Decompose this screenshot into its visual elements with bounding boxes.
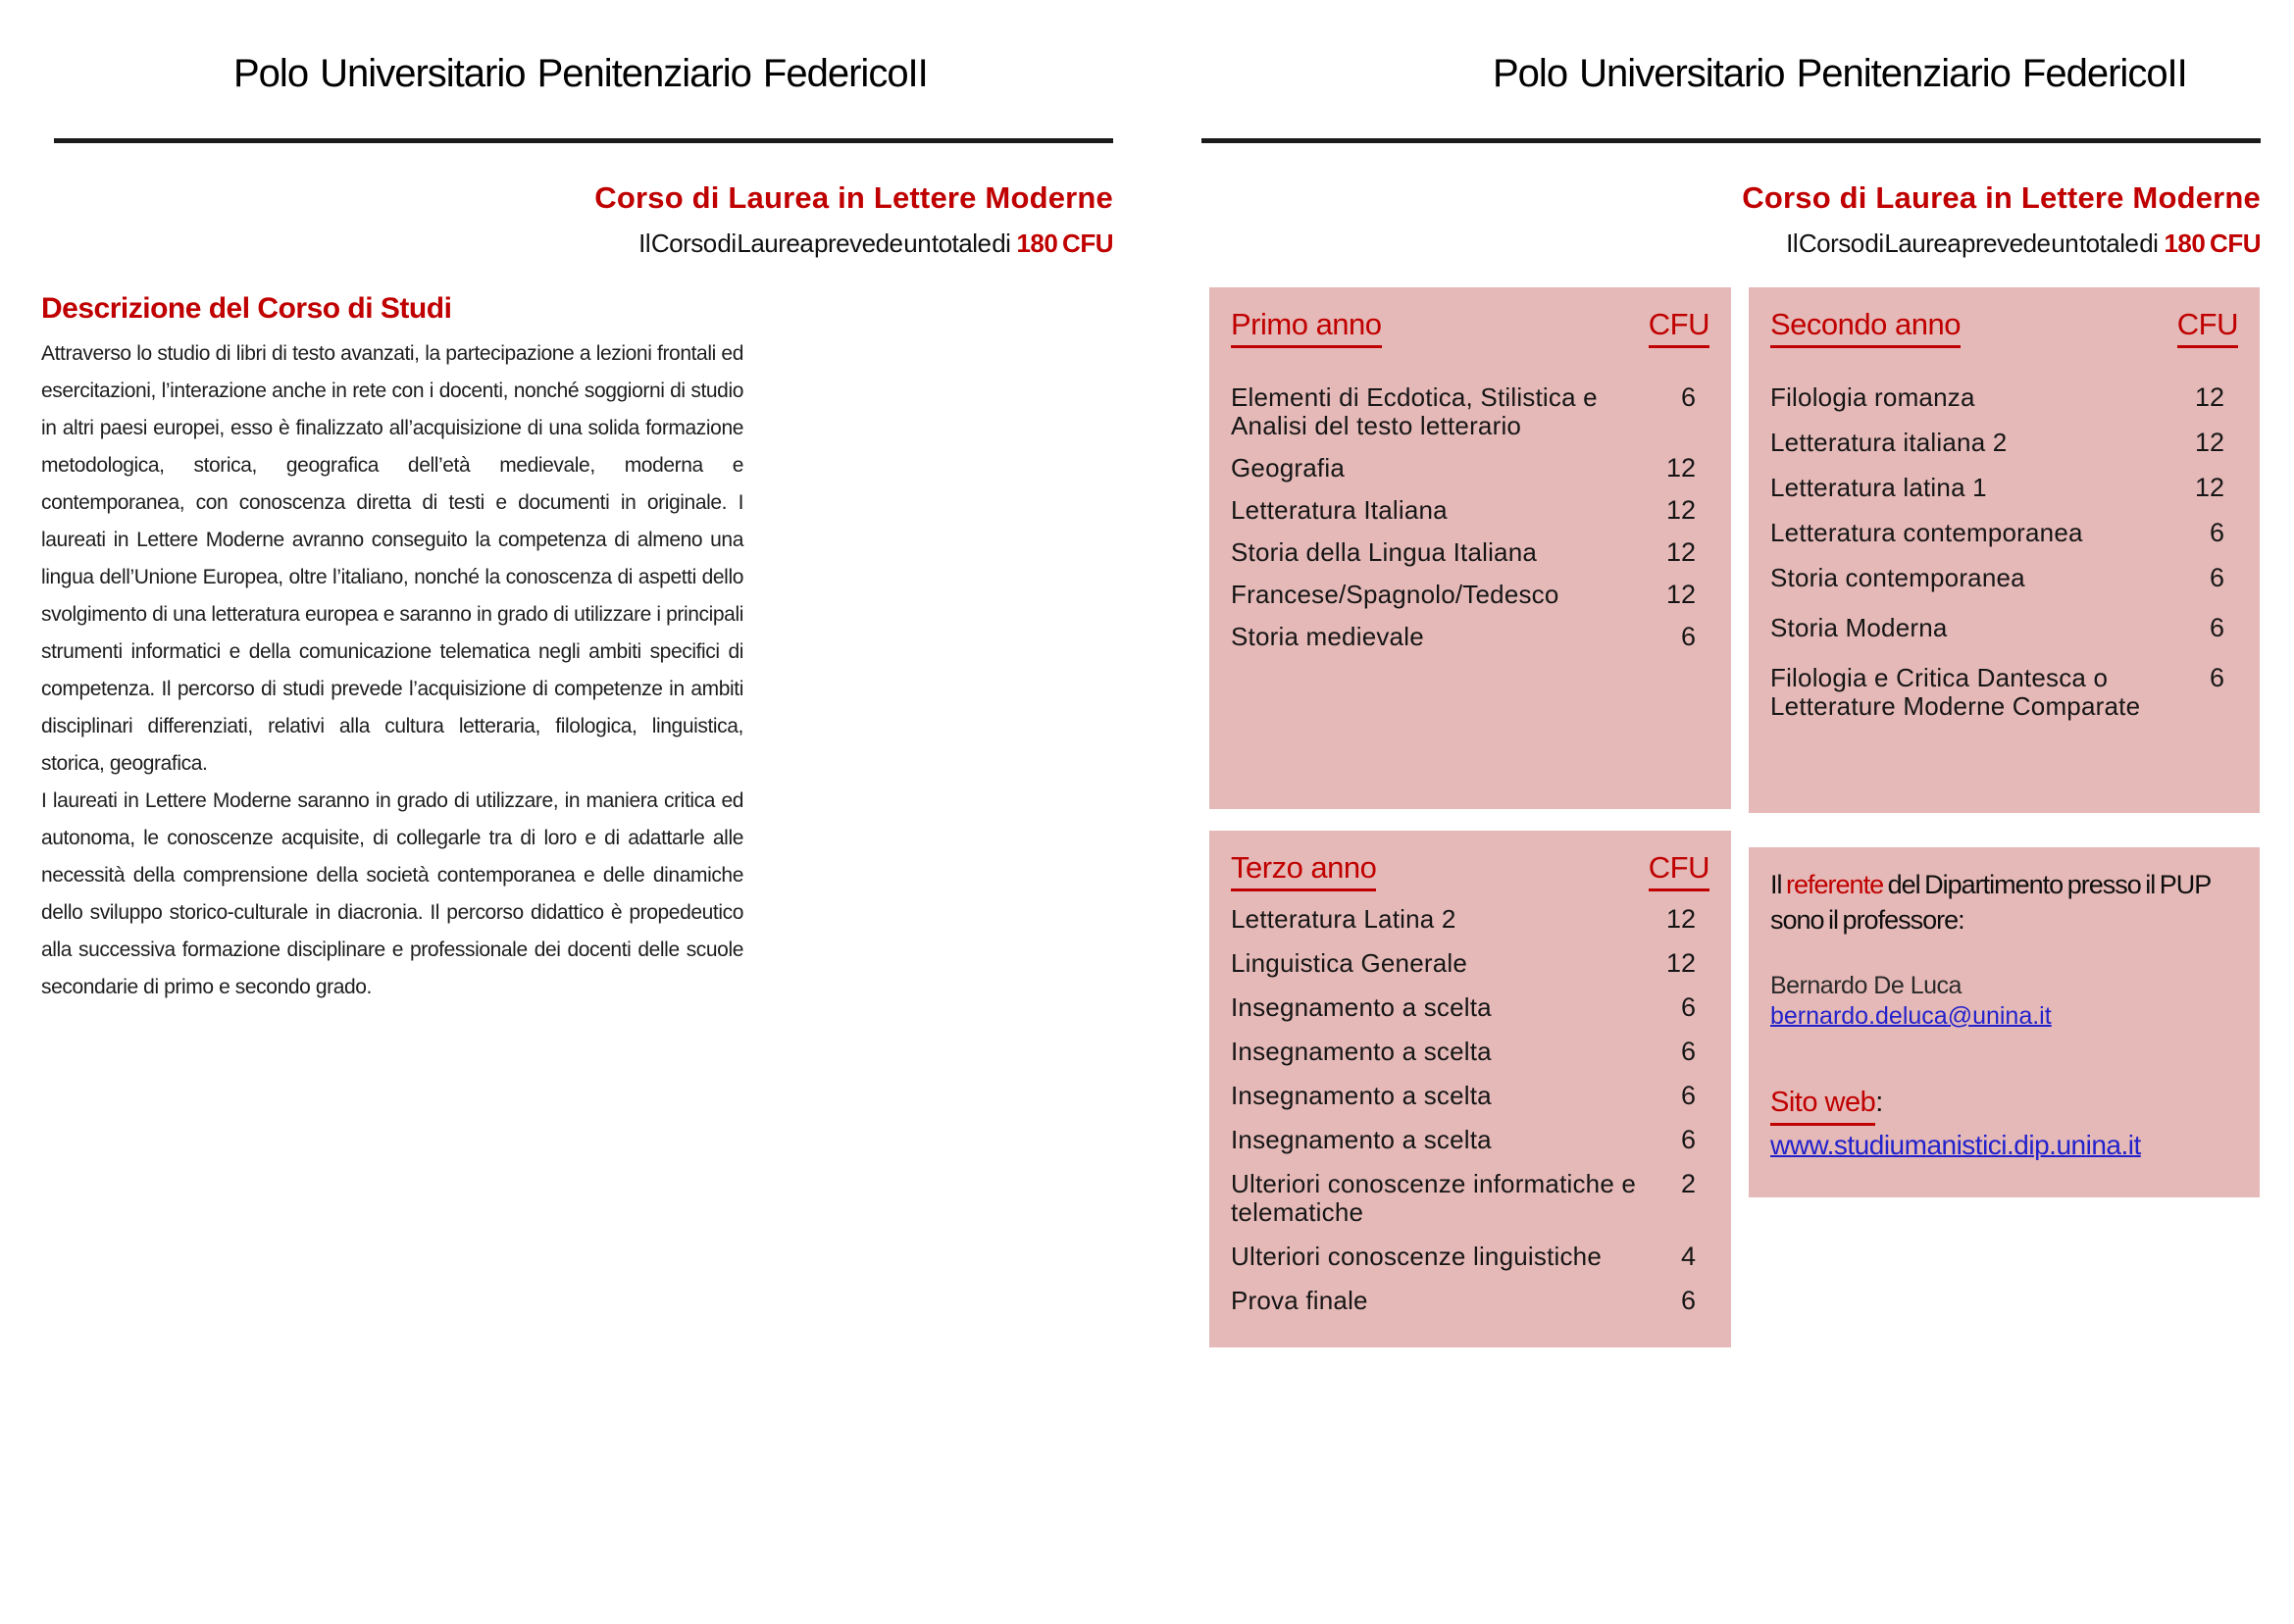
website-label-colon: :	[1875, 1087, 1883, 1118]
course-name: Insegnamento a scelta	[1231, 992, 1492, 1022]
course-cfu: 6	[1680, 1081, 1696, 1110]
course-cfu: 6	[1680, 1286, 1696, 1315]
table-row	[1770, 564, 2238, 592]
cfu-column-header: CFU	[1649, 850, 1709, 891]
course-name: Storia contemporanea	[1770, 563, 2025, 592]
page-title: Polo Universitario Penitenziario FedericoII	[233, 52, 928, 95]
table-row	[1770, 664, 2238, 721]
website-label: Sito web	[1770, 1083, 1875, 1126]
website-link[interactable]: www.studiumanistici.dip.unina.it	[1770, 1130, 2141, 1160]
course-name: Letteratura contemporanea	[1770, 518, 2083, 547]
course-name: Filologia romanza	[1770, 382, 1975, 412]
year-box-terzo-anno	[1209, 831, 1731, 1347]
description-heading: Descrizione del Corso di Studi	[41, 292, 452, 325]
header-divider	[54, 138, 1113, 143]
subtitle-cfu-total: 180 CFU	[2164, 228, 2261, 258]
course-cfu: 6	[2209, 518, 2224, 547]
course-cfu: 6	[2209, 663, 2224, 692]
course-name: Geografia	[1231, 453, 1345, 482]
course-name: Francese/Spagnolo/Tedesco	[1231, 580, 1559, 609]
course-name: Letteratura italiana 2	[1770, 428, 2008, 457]
table-row	[1231, 581, 1709, 609]
page-title: Polo Universitario Penitenziario FedericoII	[1493, 52, 2187, 95]
table-row	[1231, 1287, 1709, 1315]
table-row	[1231, 1243, 1709, 1271]
year-box-secondo-anno	[1749, 287, 2260, 813]
course-cfu: 12	[2194, 428, 2224, 457]
course-cfu: 12	[1665, 537, 1696, 567]
course-name: Storia Moderna	[1770, 613, 1948, 642]
table-row	[1231, 383, 1709, 440]
course-cfu: 6	[1680, 992, 1696, 1022]
table-row	[1770, 429, 2238, 457]
contact-intro-post: del Dipartimento presso il PUP sono il professore:	[1770, 870, 2211, 935]
year-header	[1770, 307, 2238, 348]
table-row	[1231, 538, 1709, 567]
course-cfu: 12	[1665, 904, 1696, 934]
cfu-column-header: CFU	[1649, 307, 1709, 348]
table-row	[1231, 623, 1709, 651]
course-cfu: 12	[1665, 495, 1696, 525]
course-cfu: 6	[1680, 1125, 1696, 1154]
cfu-column-header: CFU	[2177, 307, 2238, 348]
course-name: Linguistica Generale	[1231, 948, 1468, 978]
course-name: Letteratura Italiana	[1231, 495, 1448, 525]
course-name: Ulteriori conoscenze informatiche e telematiche	[1231, 1169, 1637, 1227]
contact-box	[1749, 847, 2260, 1197]
course-name: Storia medievale	[1231, 622, 1424, 651]
course-name: Ulteriori conoscenze linguistiche	[1231, 1242, 1603, 1271]
subtitle-text: Il Corso di Laurea prevede un totale di	[1786, 228, 2159, 258]
year-title: Terzo anno	[1231, 850, 1376, 891]
year-title: Primo anno	[1231, 307, 1382, 348]
course-title: Corso di Laurea in Lettere Moderne	[1742, 180, 2261, 215]
course-title: Corso di Laurea in Lettere Moderne	[594, 180, 1113, 215]
course-cfu: 6	[2209, 563, 2224, 592]
table-row	[1231, 496, 1709, 525]
contact-intro	[1770, 867, 2236, 938]
table-row	[1231, 905, 1709, 934]
course-subtitle	[329, 228, 1113, 259]
course-subtitle	[1476, 228, 2261, 259]
course-name: Letteratura latina 1	[1770, 473, 1987, 502]
table-row	[1231, 1038, 1709, 1066]
professor-email-link[interactable]: bernardo.deluca@unina.it	[1770, 1002, 2052, 1030]
table-row	[1770, 474, 2238, 502]
course-name: Insegnamento a scelta	[1231, 1037, 1492, 1066]
course-name: Letteratura Latina 2	[1231, 904, 1456, 934]
description-body	[41, 335, 743, 1006]
year-box-primo-anno	[1209, 287, 1731, 809]
contact-intro-pre: Il	[1770, 870, 1787, 899]
table-row	[1231, 1170, 1709, 1227]
course-name: Elementi di Ecdotica, Stilistica e Analisi del testo letterario	[1231, 382, 1598, 440]
table-row	[1231, 1082, 1709, 1110]
subtitle-text: Il Corso di Laurea prevede un totale di	[638, 228, 1011, 258]
website-label-line	[1770, 1083, 2236, 1126]
course-cfu: 12	[1665, 580, 1696, 609]
course-cfu: 6	[1680, 1037, 1696, 1066]
table-row	[1770, 614, 2238, 642]
course-name: Storia della Lingua Italiana	[1231, 537, 1538, 567]
course-name: Insegnamento a scelta	[1231, 1081, 1492, 1110]
course-cfu: 2	[1680, 1169, 1696, 1198]
subtitle-cfu-total: 180 CFU	[1016, 228, 1113, 258]
table-row	[1770, 519, 2238, 547]
header-divider	[1201, 138, 2261, 143]
professor-name: Bernardo De Luca	[1770, 972, 1962, 999]
course-cfu: 4	[1680, 1242, 1696, 1271]
course-name: Filologia e Critica Dantesca o Letterature Moderne Comparate	[1770, 663, 2141, 721]
course-name: Insegnamento a scelta	[1231, 1125, 1492, 1154]
table-row	[1231, 454, 1709, 482]
description-paragraph-2: I laureati in Lettere Moderne saranno in grado di utilizzare, in maniera critica ed autonoma, le conoscenze acquisite, di collegarle tra di loro e di adattarle alle necessità della comprensione della società contemporanea e delle dinamiche dello sviluppo storico-culturale in diacronia. Il percorso didattico è propedeutico alla successiva formazione disciplinare e professionale dei docenti delle scuole secondarie di primo e secondo grado.	[41, 789, 743, 998]
year-title: Secondo anno	[1770, 307, 1961, 348]
contact-intro-highlight: referente	[1786, 870, 1884, 899]
course-name: Prova finale	[1231, 1286, 1368, 1315]
course-cfu: 6	[1680, 382, 1696, 412]
course-cfu: 12	[2194, 473, 2224, 502]
course-cfu: 12	[1665, 453, 1696, 482]
course-cfu: 12	[1665, 948, 1696, 978]
table-row	[1770, 383, 2238, 412]
course-cfu: 6	[2209, 613, 2224, 642]
table-row	[1231, 949, 1709, 978]
year-header	[1231, 307, 1709, 348]
table-row	[1231, 993, 1709, 1022]
year-header	[1231, 850, 1709, 891]
course-cfu: 6	[1680, 622, 1696, 651]
table-row	[1231, 1126, 1709, 1154]
course-cfu: 12	[2194, 382, 2224, 412]
description-paragraph-1: Attraverso lo studio di libri di testo avanzati, la partecipazione a lezioni frontali ed esercitazioni, l’interazione anche in rete con i docenti, nonché soggiorni di studio in altri paesi europei, esso è finalizzato all’acquisizione di una solida formazione metodologica, storica, geografica dell’età medievale, moderna e contemporanea, con conoscenza diretta di testi e documenti in originale. I laureati in Lettere Moderne avranno conseguito la competenza di almeno una lingua dell’Unione Europea, oltre l’italiano, nonché la conoscenza di aspetti dello svolgimento di una letteratura europea e saranno in grado di utilizzare i principali strumenti informatici e della comunicazione telematica negli ambiti specifici di competenza. Il percorso di studi prevede l’acquisizione di competenze in ambiti disciplinari differenziati, relativi alla cultura letteraria, filologica, linguistica, storica, geografica.	[41, 342, 743, 775]
